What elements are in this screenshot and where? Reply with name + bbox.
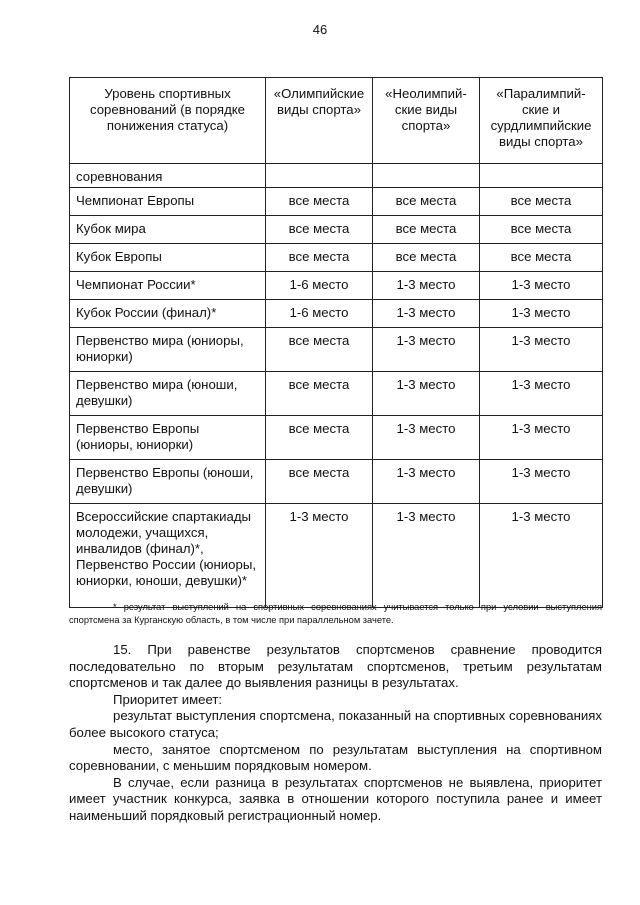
olympic-cell: все места <box>266 244 373 272</box>
paralympic-cell: 1-3 место <box>480 272 603 300</box>
table-header-row <box>70 78 603 164</box>
olympic-cell: все места <box>266 328 373 372</box>
competition-level-cell: Кубок России (финал)* <box>70 300 266 328</box>
non-olympic-cell: 1-3 место <box>373 372 480 416</box>
olympic-cell: 1-6 место <box>266 300 373 328</box>
non-olympic-cell: все места <box>373 216 480 244</box>
header-paralympic-sports: «Паралимпий-ские и сурдлимпийские виды спорта» <box>480 78 603 164</box>
competition-level-cell: Первенство мира (юниоры, юниорки) <box>70 328 266 372</box>
paragraph-15: 15. При равенстве результатов спортсменов сравнение проводится последовательно по вторым результатам спортсменов, третьим результатам спортсменов и так далее до выявления разницы в результатах. <box>69 642 602 691</box>
non-olympic-cell: 1-3 место <box>373 272 480 300</box>
olympic-cell: все места <box>266 216 373 244</box>
competition-level-cell: Кубок Европы <box>70 244 266 272</box>
paralympic-cell: 1-3 место <box>480 504 603 608</box>
page-number: 46 <box>312 22 328 37</box>
table-row <box>70 164 603 188</box>
paragraph-priority-status: результат выступления спортсмена, показанный на спортивных соревнованиях более высокого статуса; <box>69 708 602 740</box>
table-row <box>70 300 603 328</box>
header-non-olympic-sports: «Неолимпий-ские виды спорта» <box>373 78 480 164</box>
table-row <box>70 216 603 244</box>
olympic-cell: все места <box>266 372 373 416</box>
non-olympic-cell: все места <box>373 244 480 272</box>
paragraph-priority-intro: Приоритет имеет: <box>113 691 223 707</box>
olympic-cell: все места <box>266 188 373 216</box>
competition-level-cell: Первенство мира (юноши, девушки) <box>70 372 266 416</box>
table-row <box>70 504 603 608</box>
non-olympic-cell: 1-3 место <box>373 460 480 504</box>
olympic-cell: все места <box>266 416 373 460</box>
non-olympic-cell: все места <box>373 188 480 216</box>
olympic-cell <box>266 164 373 188</box>
header-olympic-sports: «Олимпийские виды спорта» <box>266 78 373 164</box>
footnote-text: * результат выступлений на спортивных соревнованиях учитывается только при условии выступления спортсмена за Курганскую область, в том числе при параллельном зачете. <box>69 602 602 625</box>
non-olympic-cell <box>373 164 480 188</box>
paralympic-cell: 1-3 место <box>480 372 603 416</box>
paragraph-priority-place: место, занятое спортсменом по результатам выступления на спортивном соревновании, с меньшим порядковым номером. <box>69 741 602 774</box>
table-row <box>70 244 603 272</box>
paralympic-cell: все места <box>480 188 603 216</box>
non-olympic-cell: 1-3 место <box>373 416 480 460</box>
paralympic-cell: 1-3 место <box>480 300 603 328</box>
section-15-text <box>69 642 602 825</box>
table-row <box>70 416 603 460</box>
paralympic-cell: 1-3 место <box>480 328 603 372</box>
table-row <box>70 328 603 372</box>
paralympic-cell <box>480 164 603 188</box>
competition-level-cell: Кубок мира <box>70 216 266 244</box>
paralympic-cell: 1-3 место <box>480 416 603 460</box>
paragraph-tie-break: В случае, если разница в результатах спортсменов не выявлена, приоритет имеет участник конкурса, заявка в отношении которого поступила ранее и имеет наименьший порядковый регистрационный номер. <box>69 774 602 823</box>
table-row <box>70 188 603 216</box>
competition-level-cell: Всероссийские спартакиады молодежи, учащихся, инвалидов (финал)*, Первенство России (юниоры, юниорки, юноши, девушки)* <box>70 504 266 608</box>
competition-level-cell: Первенство Европы (юниоры, юниорки) <box>70 416 266 460</box>
paralympic-cell: 1-3 место <box>480 460 603 504</box>
header-competition-level: Уровень спортивных соревнований (в порядке понижения статуса) <box>70 78 266 164</box>
table-footnote <box>69 601 602 627</box>
paralympic-cell: все места <box>480 216 603 244</box>
competition-level-cell: Чемпионат Европы <box>70 188 266 216</box>
competition-ranking-table <box>69 77 603 608</box>
table-row <box>70 372 603 416</box>
non-olympic-cell: 1-3 место <box>373 328 480 372</box>
olympic-cell: 1-3 место <box>266 504 373 608</box>
olympic-cell: все места <box>266 460 373 504</box>
table-row <box>70 272 603 300</box>
competition-level-cell: Чемпионат России* <box>70 272 266 300</box>
competition-level-cell: Первенство Европы (юноши, девушки) <box>70 460 266 504</box>
table-row <box>70 460 603 504</box>
non-olympic-cell: 1-3 место <box>373 300 480 328</box>
non-olympic-cell: 1-3 место <box>373 504 480 608</box>
olympic-cell: 1-6 место <box>266 272 373 300</box>
paralympic-cell: все места <box>480 244 603 272</box>
competition-level-cell: соревнования <box>70 164 266 188</box>
